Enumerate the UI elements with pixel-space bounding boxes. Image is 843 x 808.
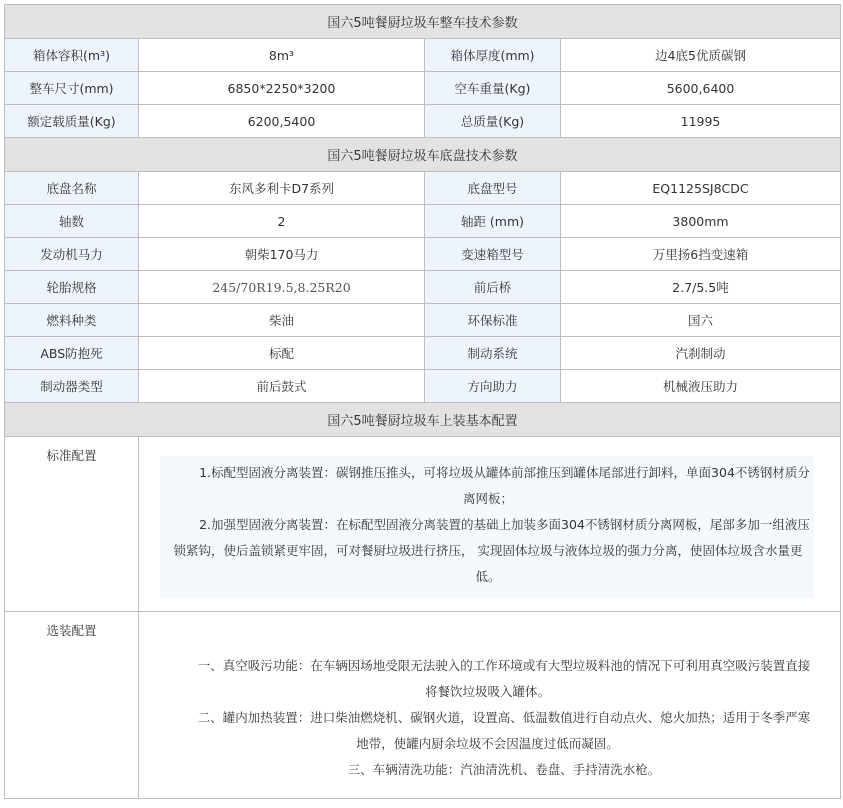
row-label: 前后桥 <box>425 271 561 304</box>
section-title-upper: 国六5吨餐厨垃圾车上装基本配置 <box>5 403 841 437</box>
row-value: 2 <box>139 205 425 238</box>
row-value: 3800mm <box>561 205 841 238</box>
row-label: 方向助力 <box>425 370 561 403</box>
table-row <box>5 238 841 271</box>
row-label: 轮胎规格 <box>5 271 139 304</box>
optional-config-box <box>139 627 840 783</box>
row-label: 轴数 <box>5 205 139 238</box>
row-label: ABS防抱死 <box>5 337 139 370</box>
row-label: 箱体容积(m³) <box>5 39 139 72</box>
standard-config-box <box>160 456 814 598</box>
row-value: 6200,5400 <box>139 105 425 138</box>
row-label: 箱体厚度(mm) <box>425 39 561 72</box>
table-row <box>5 172 841 205</box>
standard-config-paragraph: 2.加强型固液分离装置：在标配型固液分离装置的基础上加装多面304不锈钢材质分离网板，尾部多加一组液压锁紧钩，使后盖锁紧更牢固，可对餐厨垃圾进行挤压， 实现固体垃圾与液体垃圾的强力分离，使固体垃圾含水量更低。 <box>173 516 810 584</box>
section-header-chassis <box>5 138 841 172</box>
optional-config-paragraph: 三、车辆清洗功能：汽油清洗机、卷盘、手持清洗水枪。 <box>347 762 661 777</box>
row-label: 空车重量(Kg) <box>425 72 561 105</box>
table-row <box>5 105 841 138</box>
row-label: 整车尺寸(mm) <box>5 72 139 105</box>
standard-config-row <box>5 437 841 612</box>
optional-config-content <box>139 612 841 799</box>
row-value: 前后鼓式 <box>139 370 425 403</box>
row-value: 245/70R19.5,8.25R20 <box>139 271 425 304</box>
section-title-vehicle: 国六5吨餐厨垃圾车整车技术参数 <box>5 5 841 39</box>
spec-table <box>4 4 841 799</box>
section-header-vehicle <box>5 5 841 39</box>
table-row <box>5 304 841 337</box>
optional-config-row <box>5 612 841 799</box>
table-row <box>5 271 841 304</box>
row-value: 2.7/5.5吨 <box>561 271 841 304</box>
section-title-chassis: 国六5吨餐厨垃圾车底盘技术参数 <box>5 138 841 172</box>
row-value: 5600,6400 <box>561 72 841 105</box>
row-label: 燃料种类 <box>5 304 139 337</box>
standard-config-content <box>139 437 841 612</box>
row-label: 发动机马力 <box>5 238 139 271</box>
optional-config-paragraph: 一、真空吸污功能：在车辆因场地受限无法驶入的工作环境或有大型垃圾料池的情况下可利用真空吸污装置直接将餐饮垃圾吸入罐体。 <box>197 658 811 699</box>
standard-config-label: 标准配置 <box>5 437 139 612</box>
row-value: 边4底5优质碳钢 <box>561 39 841 72</box>
optional-config-paragraph: 二、罐内加热装置：进口柴油燃烧机、碳钢火道，设置高、低温数值进行自动点火、熄火加热；适用于冬季严寒地带，使罐内厨余垃圾不会因温度过低而凝固。 <box>197 710 811 751</box>
section-header-upper <box>5 403 841 437</box>
row-label: 变速箱型号 <box>425 238 561 271</box>
row-value: 国六 <box>561 304 841 337</box>
table-row <box>5 370 841 403</box>
table-row <box>5 205 841 238</box>
row-label: 底盘型号 <box>425 172 561 205</box>
row-value: 标配 <box>139 337 425 370</box>
row-value: 汽刹制动 <box>561 337 841 370</box>
row-value: EQ1125SJ8CDC <box>561 172 841 205</box>
row-value: 8m³ <box>139 39 425 72</box>
row-label: 制动系统 <box>425 337 561 370</box>
row-value: 机械液压助力 <box>561 370 841 403</box>
table-row <box>5 72 841 105</box>
row-label: 总质量(Kg) <box>425 105 561 138</box>
row-value: 6850*2250*3200 <box>139 72 425 105</box>
row-label: 环保标准 <box>425 304 561 337</box>
row-value: 东风多利卡D7系列 <box>139 172 425 205</box>
row-label: 额定载质量(Kg) <box>5 105 139 138</box>
row-value: 11995 <box>561 105 841 138</box>
table-row <box>5 39 841 72</box>
row-label: 轴距 (mm) <box>425 205 561 238</box>
row-value: 万里扬6挡变速箱 <box>561 238 841 271</box>
row-value: 柴油 <box>139 304 425 337</box>
table-row <box>5 337 841 370</box>
row-value: 朝柴170马力 <box>139 238 425 271</box>
row-label: 制动器类型 <box>5 370 139 403</box>
standard-config-paragraph: 1.标配型固液分离装置：碳钢推压推头，可将垃圾从罐体前部推压到罐体尾部进行卸料，单面304不锈钢材质分离网板； <box>199 464 810 506</box>
optional-config-label: 选装配置 <box>5 612 139 799</box>
row-label: 底盘名称 <box>5 172 139 205</box>
